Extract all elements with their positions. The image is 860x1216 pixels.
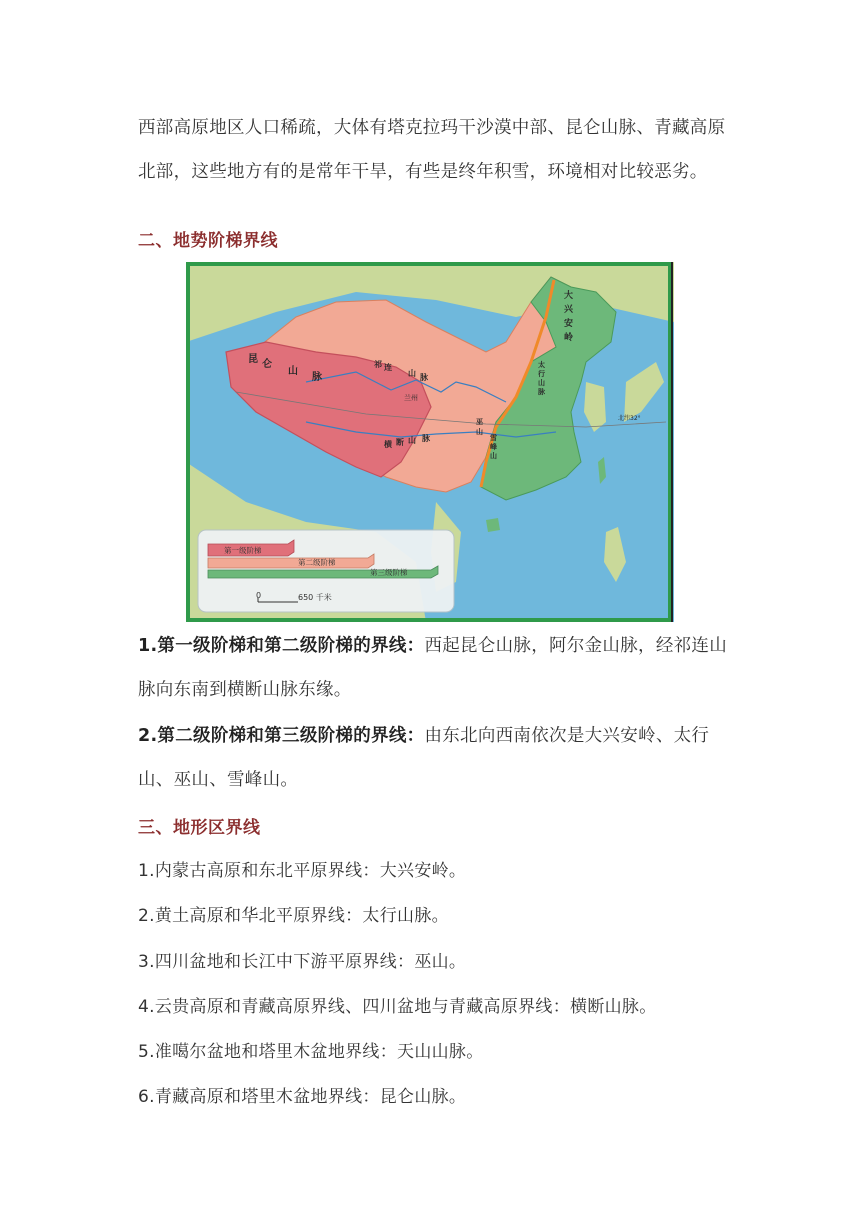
label-taihang-2: 行 <box>538 370 545 378</box>
intro-paragraph: 西部高原地区人口稀疏，大体有塔克拉玛干沙漠中部、昆仑山脉、青藏高原北部，这些地方有的是常年干旱，有些是终年积雪，环境相对比较恶劣。 <box>138 118 726 182</box>
item-step-boundary-1 <box>138 624 728 712</box>
label-wushan-2: 山 <box>476 428 483 436</box>
label-qilian-4: 脉 <box>420 373 428 382</box>
item-step-boundary-1-text: 西起昆仑山脉，阿尔金山脉，经祁连山脉向东南到横断山脉东缘。 <box>138 636 728 700</box>
label-xuefeng-3: 山 <box>490 452 497 460</box>
label-taihang-4: 脉 <box>538 388 545 396</box>
label-xuefeng-1: 雪 <box>490 434 497 442</box>
map-legend <box>198 530 454 612</box>
label-latitude: 北纬32° <box>618 415 641 422</box>
label-qilian-2: 连 <box>384 363 392 372</box>
label-taihang-1: 太 <box>538 361 545 369</box>
label-dxal-3: 安 <box>564 319 574 329</box>
landform-item-1: 1.内蒙古高原和东北平原界线：大兴安岭。 <box>138 861 467 881</box>
label-dxal-1: 大 <box>564 291 574 301</box>
label-xuefeng-2: 峰 <box>490 443 497 451</box>
label-kunlun-2: 仑 <box>262 359 272 370</box>
landform-item-3: 3.四川盆地和长江中下游平原界线：巫山。 <box>138 952 467 972</box>
label-dxal-2: 兴 <box>564 305 574 315</box>
label-kunlun-1: 昆 <box>248 354 258 365</box>
landform-item-4: 4.云贵高原和青藏高原界线、四川盆地与青藏高原界线：横断山脉。 <box>138 997 657 1017</box>
terrain-steps-map <box>186 262 674 622</box>
section-heading-terrain-steps: 二、地势阶梯界线 <box>138 231 278 251</box>
legend-step2-label: 第二级阶梯 <box>298 558 336 567</box>
label-dxal-4: 岭 <box>564 333 574 343</box>
scale-zero: 0 <box>256 591 262 600</box>
label-qilian-1: 祁 <box>374 360 382 369</box>
item-step-boundary-2 <box>138 714 728 802</box>
label-hengduan-1: 横 <box>384 440 392 449</box>
label-kunlun-3: 山 <box>288 366 298 377</box>
landform-item-6: 6.青藏高原和塔里木盆地界线：昆仑山脉。 <box>138 1087 467 1107</box>
label-taihang-3: 山 <box>538 379 545 387</box>
label-hengduan-3: 山 <box>408 436 416 445</box>
legend-step1-label: 第一级阶梯 <box>224 546 262 555</box>
section-heading-landform-boundaries: 三、地形区界线 <box>138 818 261 838</box>
item-step-boundary-2-title: 2.第二级阶梯和第三级阶梯的界线： <box>138 726 425 746</box>
scale-value: 650 千米 <box>298 593 332 602</box>
label-qilian-3: 山 <box>408 369 416 378</box>
label-kunlun-4: 脉 <box>312 372 322 383</box>
hainan-island <box>486 518 500 532</box>
legend-step3-label: 第三级阶梯 <box>370 568 408 577</box>
label-wushan-1: 巫 <box>476 418 483 426</box>
label-lanzhou: 兰州 <box>404 394 418 402</box>
label-hengduan-4: 脉 <box>422 434 430 443</box>
landform-item-5: 5.准噶尔盆地和塔里木盆地界线：天山山脉。 <box>138 1042 484 1062</box>
label-hengduan-2: 断 <box>396 438 404 447</box>
item-step-boundary-2-text: 由东北向西南依次是大兴安岭、太行山、巫山、雪峰山。 <box>138 726 710 790</box>
item-step-boundary-1-title: 1.第一级阶梯和第二级阶梯的界线： <box>138 636 425 656</box>
landform-item-2: 2.黄土高原和华北平原界线：太行山脉。 <box>138 906 449 926</box>
